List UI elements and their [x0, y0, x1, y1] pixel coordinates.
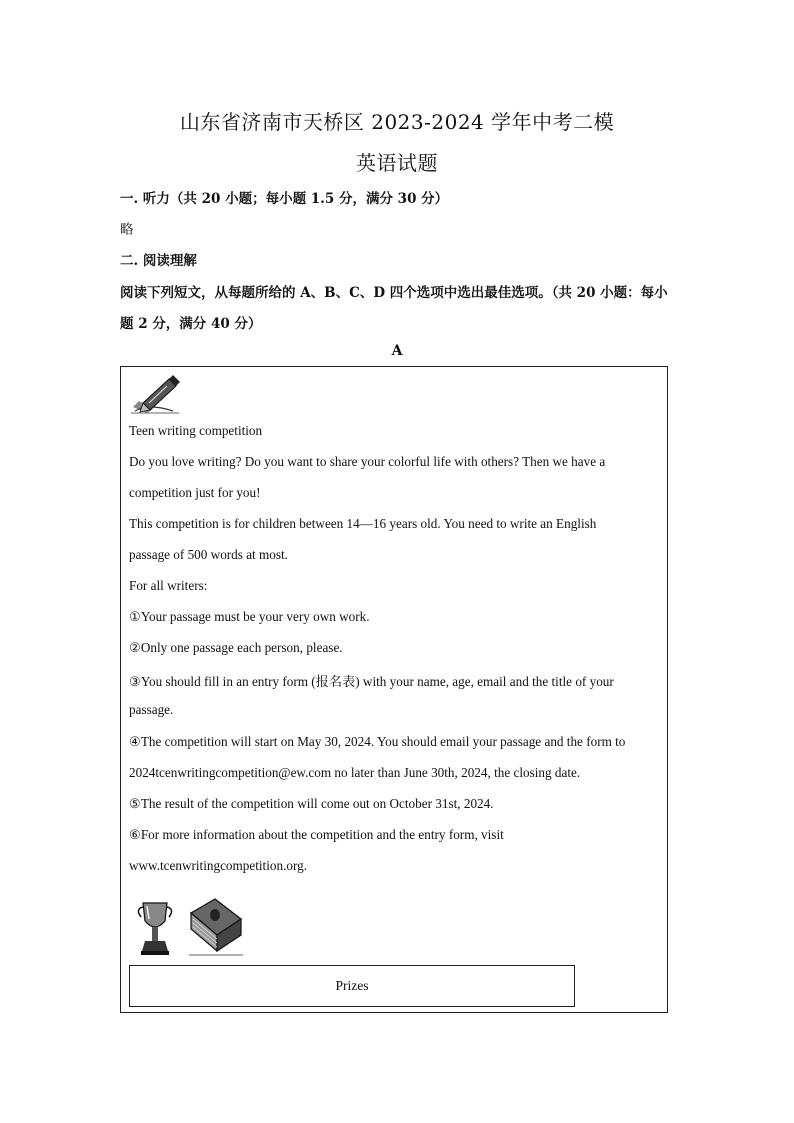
passage-label: A: [391, 343, 403, 359]
exam-subtitle: 英语试题: [356, 151, 438, 175]
rule-item: ⑤The result of the competition will come out on October 31st, 2024.: [129, 796, 494, 811]
book-icon: [185, 895, 245, 961]
rule-item: 2024tcenwritingcompetition@ew.com no later than June 30th, 2024, the closing date.: [129, 765, 581, 780]
exam-title: 山东省济南市天桥区 2023-2024 学年中考二模: [179, 110, 615, 134]
section2-heading: 二. 阅读理解: [120, 253, 197, 269]
rule-item: ③You should fill in an entry form (报名表) with your name, age, email and the title of your: [129, 674, 614, 689]
section2-instruction-line2: 题 2 分，满分 40 分）: [120, 316, 262, 332]
passage-line: competition just for you!: [129, 485, 261, 500]
passage-line: This competition is for children between 14—16 years old. You need to write an English: [129, 516, 597, 531]
rule-item: ④The competition will start on May 30, 2024. You should email your passage and the form to: [129, 734, 626, 749]
section1-heading: 一. 听力（共 20 小题；每小题 1.5 分，满分 30 分）: [120, 191, 449, 207]
passage-title: Teen writing competition: [129, 423, 263, 438]
passage-line: passage of 500 words at most.: [129, 547, 288, 562]
section2-instruction-line1: 阅读下列短文，从每题所给的 A、B、C、D 四个选项中选出最佳选项。（共 20 小题：每小: [120, 285, 668, 301]
trophy-icon: [135, 899, 175, 957]
prizes-label: Prizes: [335, 978, 369, 993]
pen-writing-icon: [129, 373, 183, 415]
rule-item: www.tcenwritingcompetition.org.: [129, 858, 307, 873]
passage-box: [120, 366, 668, 1013]
rule-item: passage.: [129, 702, 174, 717]
passage-line: For all writers:: [129, 578, 208, 593]
prizes-box: [129, 965, 575, 1007]
passage-line: Do you love writing? Do you want to share your colorful life with others? Then we have a: [129, 454, 606, 469]
rule-item: ⑥For more information about the competition and the entry form, visit: [129, 827, 504, 842]
rule-item: ②Only one passage each person, please.: [129, 640, 343, 655]
rule-item: ①Your passage must be your very own work.: [129, 609, 370, 624]
section1-note: 略: [120, 222, 134, 238]
